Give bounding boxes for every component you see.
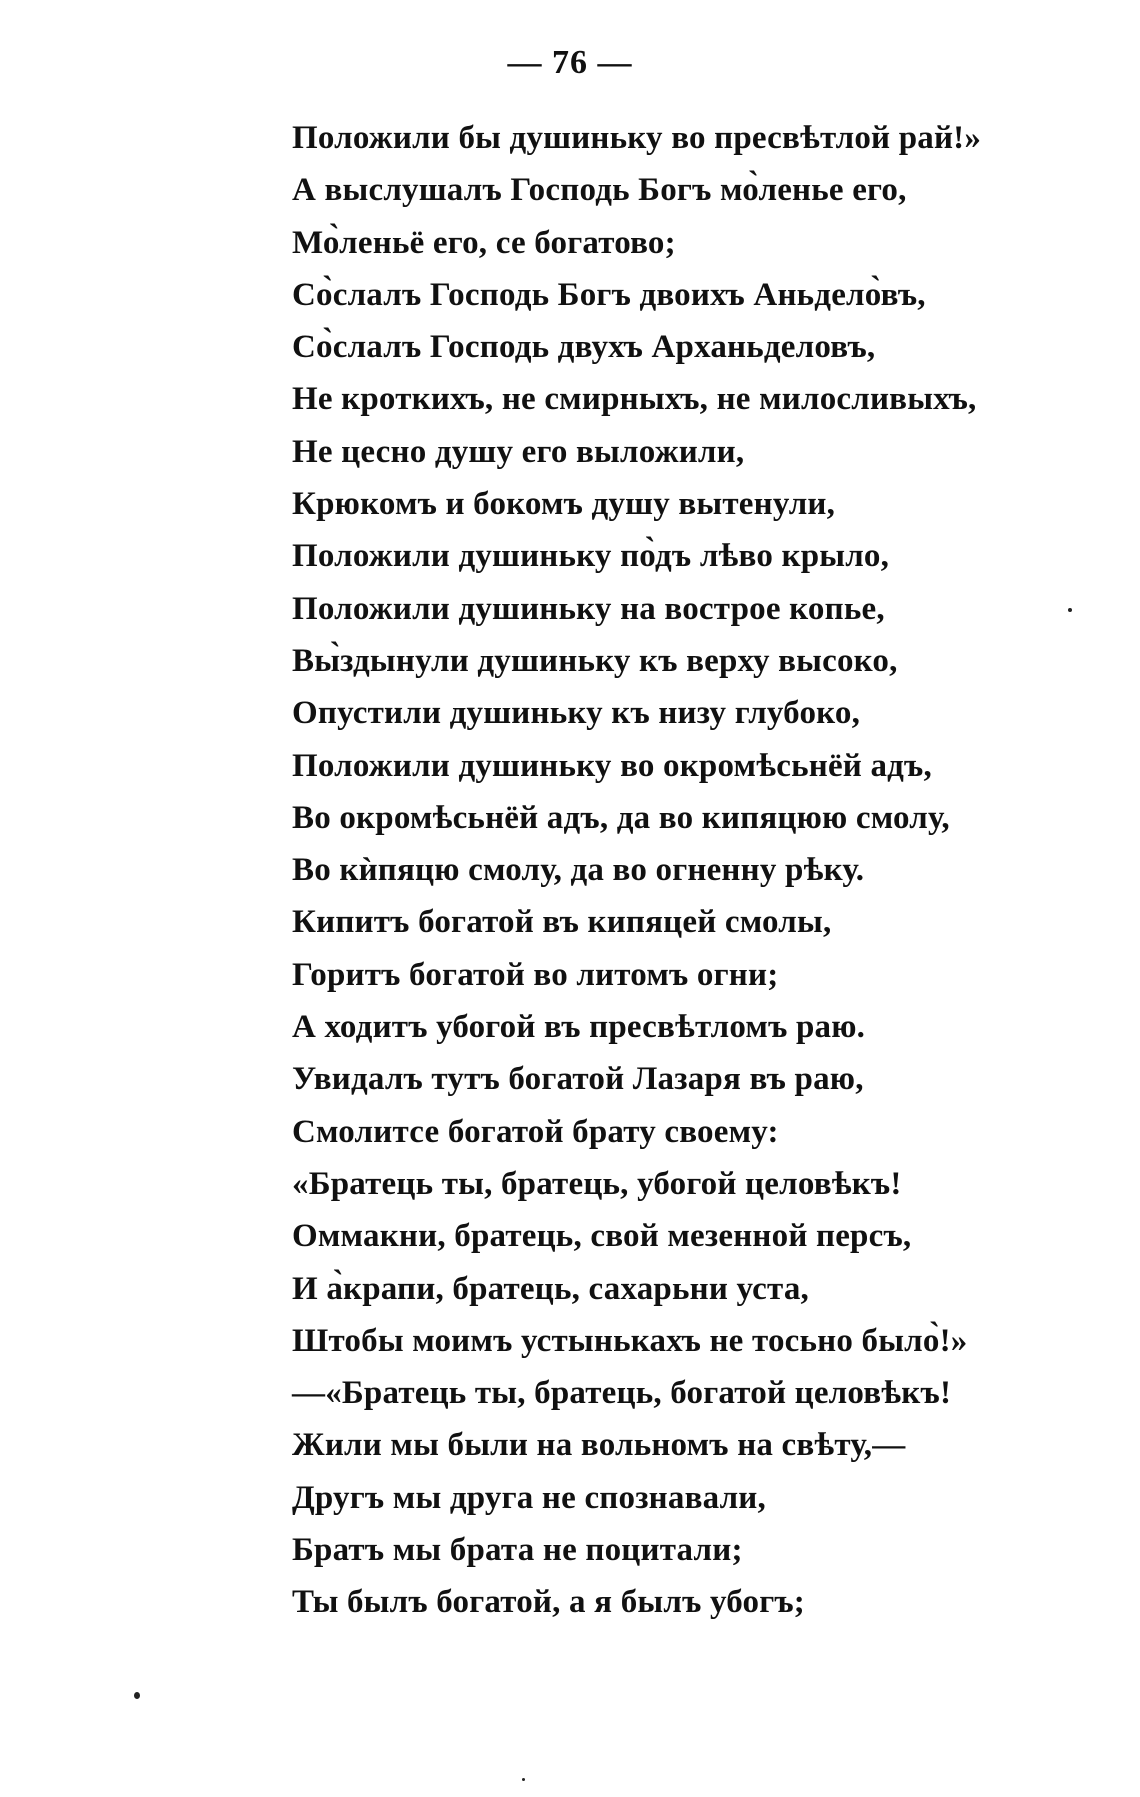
verse-line: —«Братець ты, братець, богатой целовѣкъ! xyxy=(292,1375,952,1412)
verse-line: Кипитъ богатой въ кипяцей смолы, xyxy=(292,904,832,941)
verse-line: Со̀слалъ Господь Богъ двоихъ Аньдело̀въ, xyxy=(292,276,926,313)
verse-line: Положили бы душиньку во пресвѣтлой рай!» xyxy=(292,120,982,156)
verse-line: Оммакни, братець, свой мезенной персъ, xyxy=(292,1218,912,1255)
verse-line: Со̀слалъ Господь двухъ Арханьделовъ, xyxy=(292,329,876,366)
page-number: — 76 — xyxy=(507,44,633,81)
verse-line: «Братець ты, братець, убогой целовѣкъ! xyxy=(292,1165,902,1202)
verse-line: Другъ мы друга не спознавали, xyxy=(292,1479,766,1516)
verse-line: Ты былъ богатой, а я былъ убогъ; xyxy=(292,1584,806,1621)
verse-line: Штобы моимъ устынькахъ не тосьно было̀!» xyxy=(292,1322,968,1359)
verse-line: Братъ мы брата не поцитали; xyxy=(292,1532,743,1569)
verse-line: Не цесно душу его выложили, xyxy=(292,433,745,470)
print-speck xyxy=(1068,608,1072,612)
print-speck xyxy=(134,1692,140,1699)
verse-line: Во кѝпяцю смолу, да во огненну рѣку. xyxy=(292,852,865,889)
verse-line: Положили душиньку по̀дъ лѣво крыло, xyxy=(292,538,890,575)
verse-line: Опустили душиньку къ низу глубоко, xyxy=(292,695,861,732)
verse-line: Жили мы были на вольномъ на свѣту,— xyxy=(292,1427,906,1464)
verse-line: А ходитъ убогой въ пресвѣтломъ раю. xyxy=(292,1009,866,1046)
verse-line: Крюкомъ и бокомъ душу вытенули, xyxy=(292,486,836,523)
print-speck xyxy=(522,1778,525,1781)
poem-text xyxy=(292,112,1012,1629)
verse-line: Не кроткихъ, не смирныхъ, не милосливыхъ, xyxy=(292,381,977,418)
verse-line: Мо̀леньё его, се богатово; xyxy=(292,224,676,261)
verse-line: Смолитсе богатой брату своему: xyxy=(292,1113,779,1150)
verse-line: Горитъ богатой во литомъ огни; xyxy=(292,956,779,993)
verse-line: Положили душиньку на вострое копье, xyxy=(292,590,885,627)
verse-line: Вы̀здынули душиньку къ верху высоко, xyxy=(292,642,898,679)
verse-line: Увидалъ тутъ богатой Лазаря въ раю, xyxy=(292,1061,864,1098)
verse-line: Положили душиньку во окромѣсьнёй адъ, xyxy=(292,747,932,784)
verse-line: А выслушалъ Господь Богъ мо̀ленье его, xyxy=(292,172,907,209)
verse-line: И а̀крапи, братець, сахарьни уста, xyxy=(292,1270,809,1307)
verse-line: Во окромѣсьнёй адъ, да во кипяцюю смолу, xyxy=(292,799,950,836)
